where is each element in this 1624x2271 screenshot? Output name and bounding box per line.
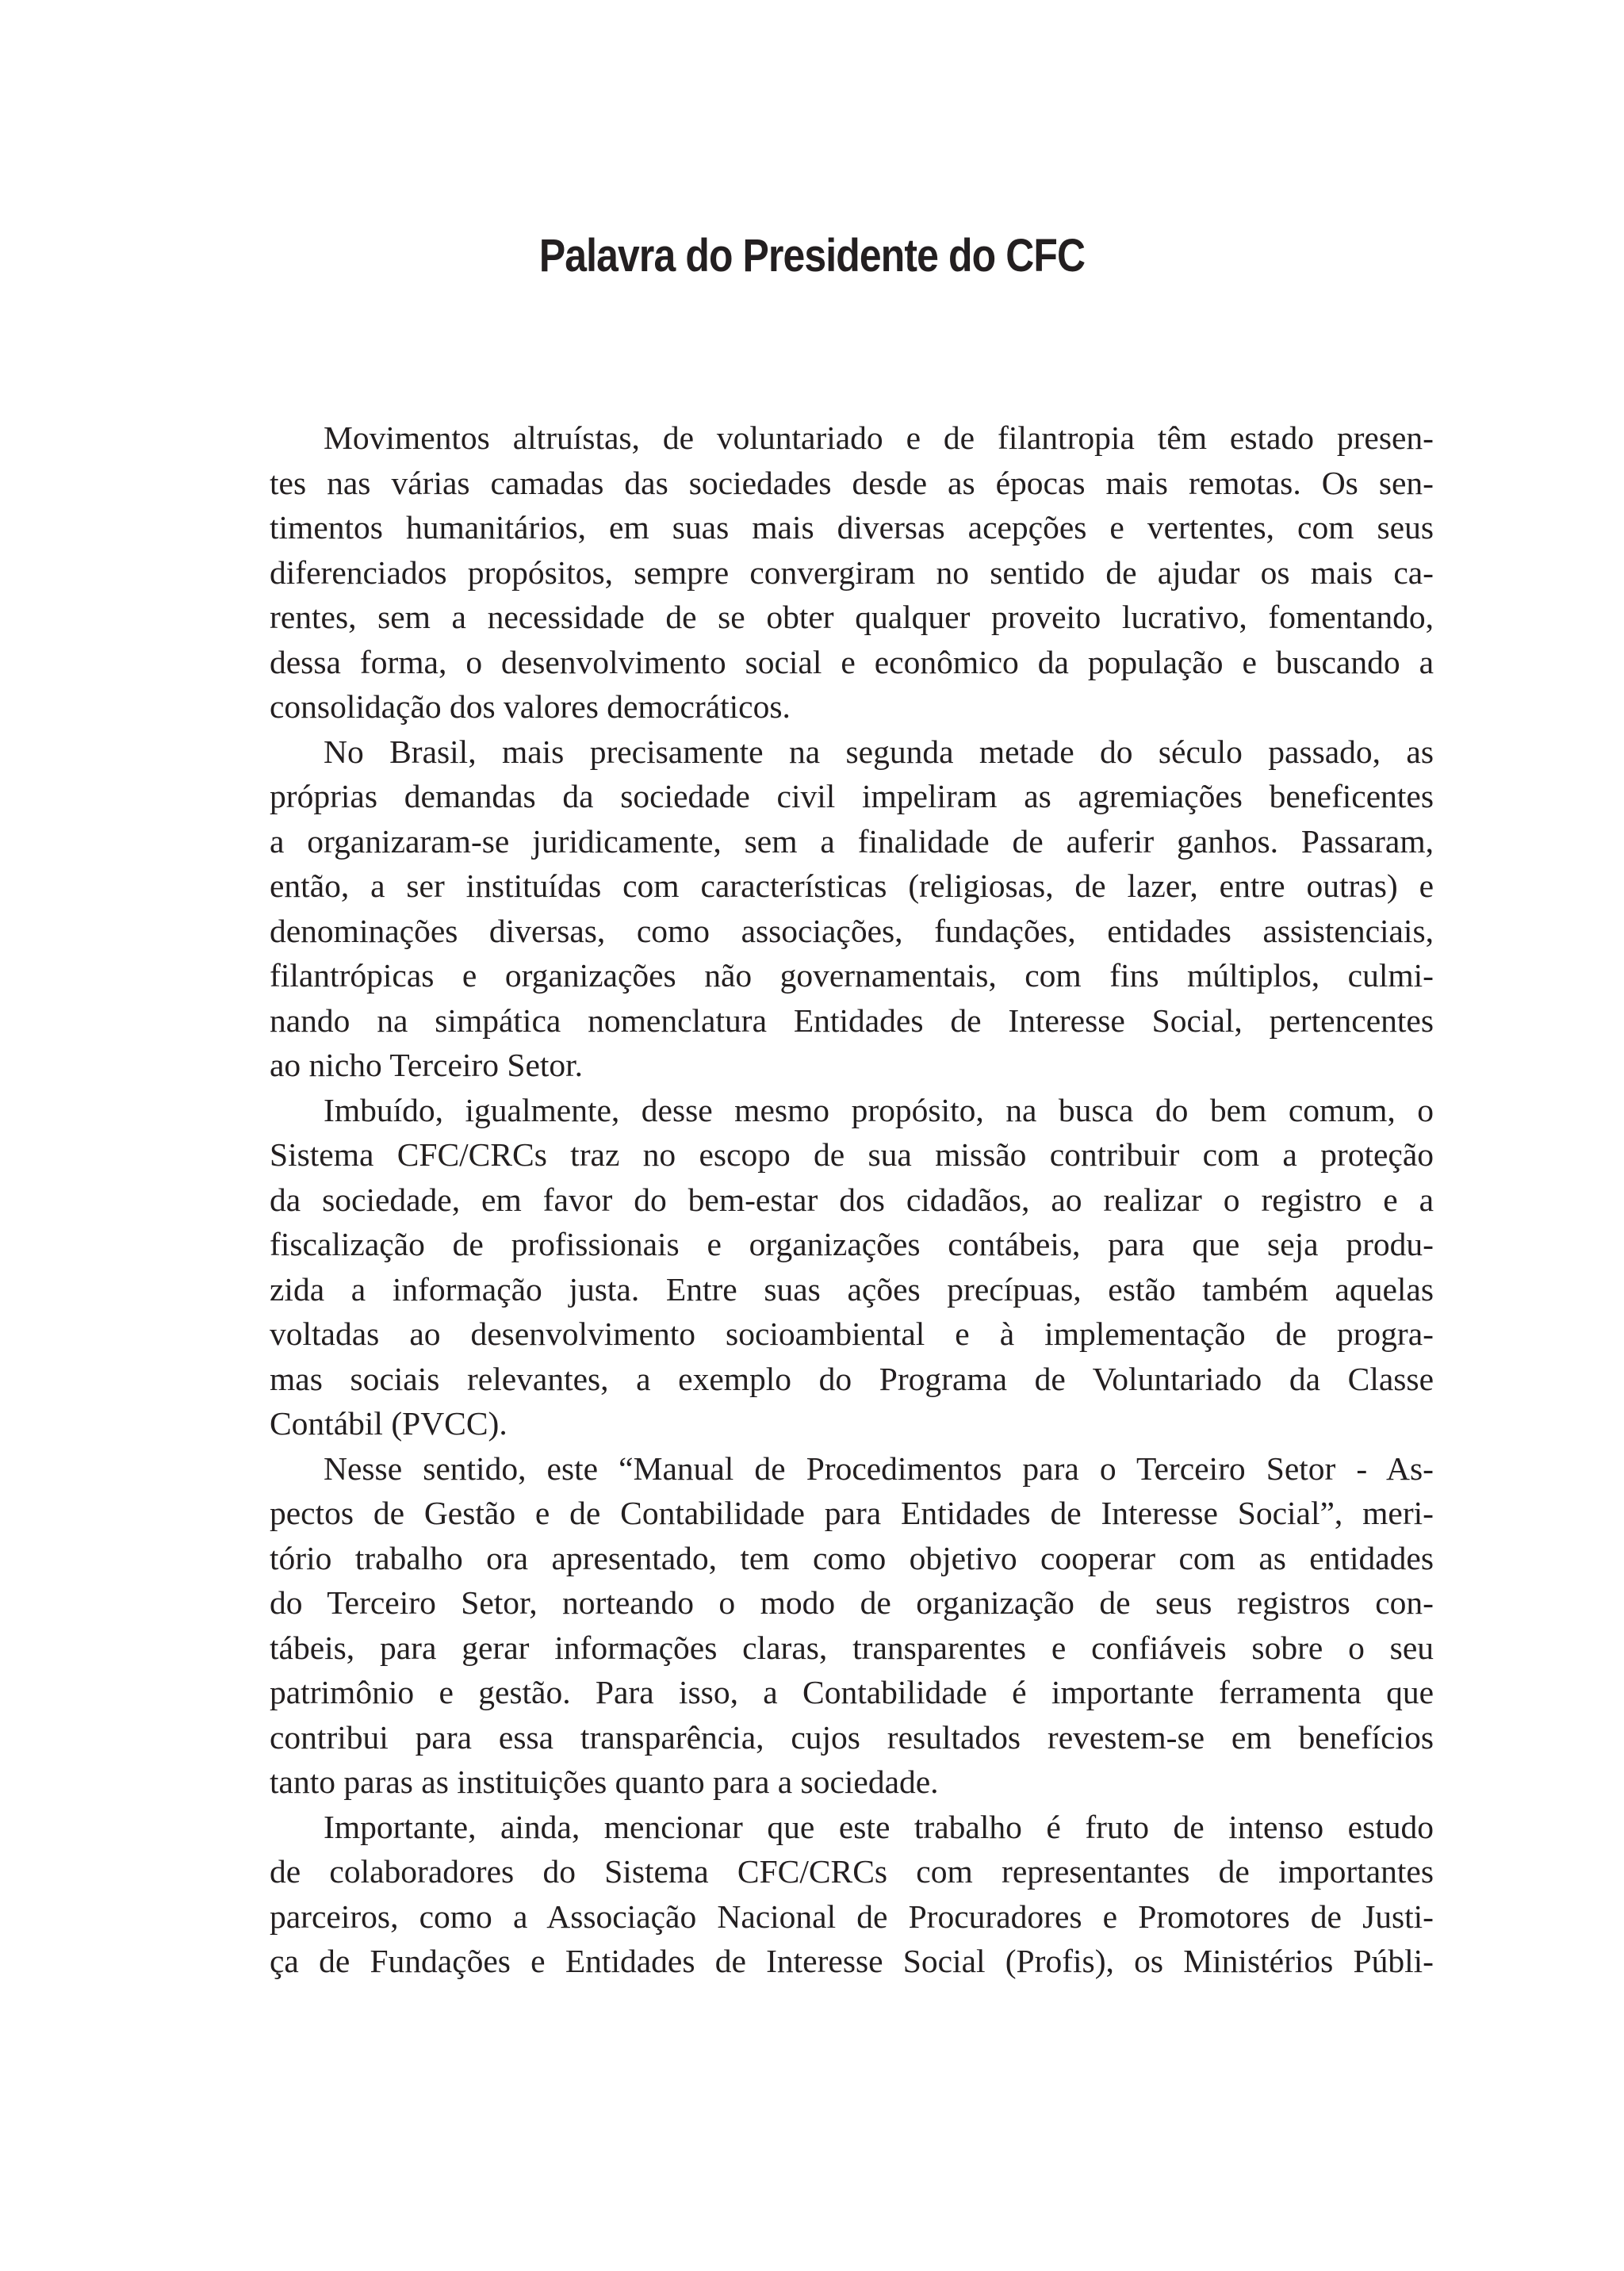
page-title: Palavra do Presidente do CFC xyxy=(538,230,1086,281)
text-line: tanto paras as instituições quanto para a sociedade. xyxy=(270,1764,939,1800)
text-line: nando na simpática nomenclatura Entidades de Interesse Social, pertencentes xyxy=(270,1001,1434,1039)
text-line: pectos de Gestão e de Contabilidade para Entidades de Interesse Social”, meri- xyxy=(270,1495,1434,1531)
text-line: contribui para essa transparência, cujos resultados revestem-se em benefícios xyxy=(270,1718,1434,1756)
text-line: da sociedade, em favor do bem-estar dos cidadãos, ao realizar o registro e a xyxy=(270,1181,1434,1218)
text-line: parceiros, como a Associação Nacional de Procuradores e Promotores de Justi- xyxy=(270,1898,1434,1935)
text-line: então, a ser instituídas com características (religiosas, de lazer, entre outras) e xyxy=(270,867,1434,904)
text-line: Movimentos altruístas, de voluntariado e de filantropia têm estado presen- xyxy=(324,419,1434,456)
text-line: Nesse sentido, este “Manual de Procedimentos para o Terceiro Setor - As- xyxy=(324,1450,1434,1487)
text-line: tes nas várias camadas das sociedades desde as épocas mais remotas. Os sen- xyxy=(270,464,1434,501)
text-line: dessa forma, o desenvolvimento social e econômico da população e buscando a xyxy=(270,643,1434,680)
text-line: Sistema CFC/CRCs traz no escopo de sua missão contribuir com a proteção xyxy=(270,1136,1434,1173)
text-line: tório trabalho ora apresentado, tem como objetivo cooperar com as entidades xyxy=(270,1539,1434,1576)
text-line: do Terceiro Setor, norteando o modo de organização de seus registros con- xyxy=(270,1584,1434,1621)
text-line: rentes, sem a necessidade de se obter qualquer proveito lucrativo, fomentando, xyxy=(270,599,1434,635)
text-line: de colaboradores do Sistema CFC/CRCs com representantes de importantes xyxy=(270,1853,1434,1890)
text-line: denominações diversas, como associações, fundações, entidades assistenciais, xyxy=(270,912,1434,949)
text-line: timentos humanitários, em suas mais diversas acepções e vertentes, com seus xyxy=(270,509,1434,546)
text-line: consolidação dos valores democráticos. xyxy=(270,688,791,725)
paragraph xyxy=(270,416,1434,730)
text-line: ça de Fundações e Entidades de Interesse Social (Profis), os Ministérios Públi- xyxy=(270,1943,1434,1979)
text-line: zida a informação justa. Entre suas ações precípuas, estão também aquelas xyxy=(270,1270,1434,1308)
text-line: filantrópicas e organizações não governamentais, com fins múltiplos, culmi- xyxy=(270,957,1434,994)
paragraph xyxy=(270,1446,1434,1805)
text-line: fiscalização de profissionais e organizações contábeis, para que seja produ- xyxy=(270,1226,1434,1262)
text-line: voltadas ao desenvolvimento socioambiental e à implementação de progra- xyxy=(270,1315,1434,1352)
paragraph xyxy=(270,1088,1434,1446)
text-line: Contábil (PVCC). xyxy=(270,1405,508,1442)
text-line: próprias demandas da sociedade civil impeliram as agremiações beneficentes xyxy=(270,778,1434,814)
text-line: ao nicho Terceiro Setor. xyxy=(270,1047,584,1083)
text-line: No Brasil, mais precisamente na segunda metade do século passado, as xyxy=(324,733,1434,770)
text-line: a organizaram-se juridicamente, sem a finalidade de auferir ganhos. Passaram, xyxy=(270,822,1434,860)
paragraph xyxy=(270,1805,1434,1984)
text-line: tábeis, para gerar informações claras, transparentes e confiáveis sobre o seu xyxy=(270,1629,1434,1666)
text-line: Imbuído, igualmente, desse mesmo propósito, na busca do bem comum, o xyxy=(324,1091,1434,1128)
paragraph xyxy=(270,730,1434,1088)
body-text xyxy=(270,416,1434,1984)
text-line: diferenciados propósitos, sempre convergiram no sentido de ajudar os mais ca- xyxy=(270,553,1434,591)
text-line: mas sociais relevantes, a exemplo do Programa de Voluntariado da Classe xyxy=(270,1360,1434,1397)
text-line: patrimônio e gestão. Para isso, a Contabilidade é importante ferramenta que xyxy=(270,1674,1434,1710)
text-line: Importante, ainda, mencionar que este trabalho é fruto de intenso estudo xyxy=(324,1808,1434,1845)
